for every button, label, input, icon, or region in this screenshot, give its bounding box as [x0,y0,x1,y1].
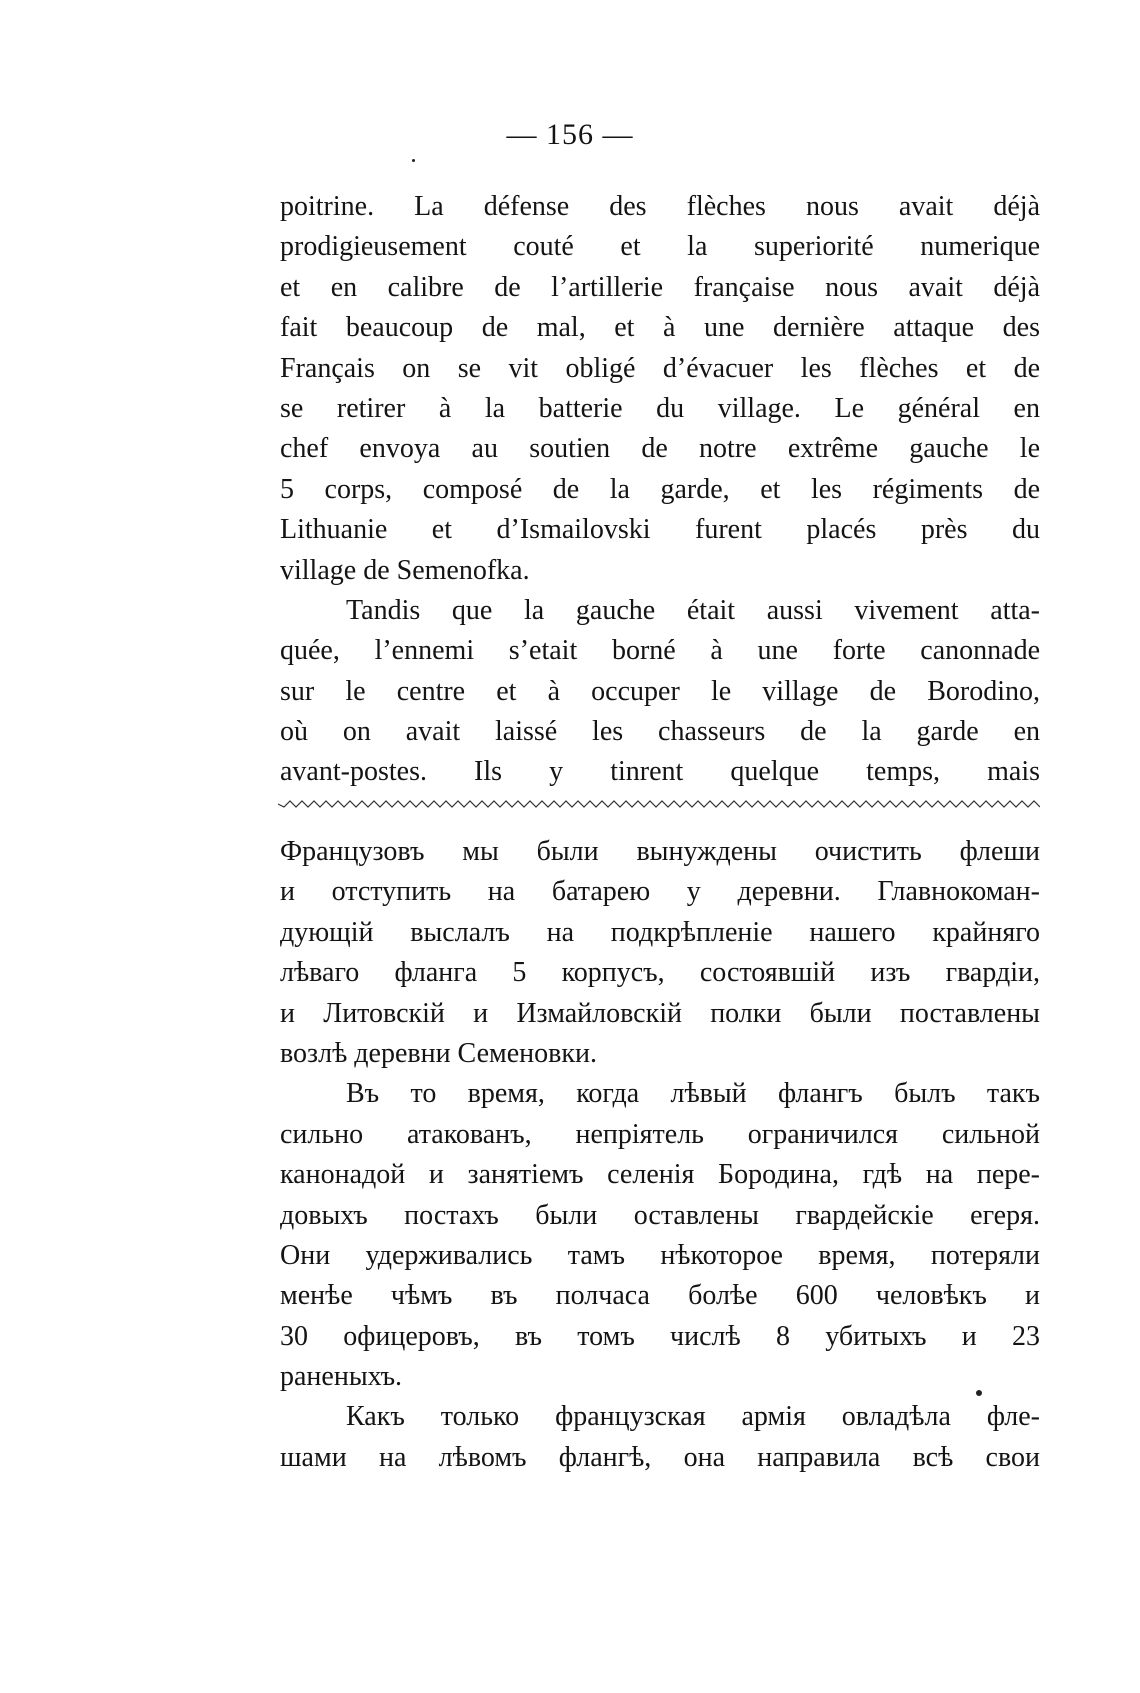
ink-speck [976,1390,982,1396]
russian-line: возлѣ деревни Семеновки. [280,1037,597,1069]
french-text [280,187,1040,793]
page-number: — 156 — [506,118,634,151]
russian-line: Они удерживались тамъ нѣкоторое время, потеряли [280,1239,1040,1271]
french-line: quée, l’ennemi s’etait borné à une forte canonnade [280,635,1040,667]
french-line: chef envoya au soutien de notre extrême gauche le [280,433,1040,465]
french-line: 5 corps, composé de la garde, et les régiments de [280,473,1040,505]
russian-text [280,832,1040,1478]
russian-line: канонадой и занятіемъ селенія Бородина, гдѣ на пере- [280,1159,1040,1191]
wavy-divider [278,797,1040,811]
russian-line: Французовъ мы были вынуждены очистить флеши [280,836,1040,867]
russian-line: менѣе чѣмъ въ полчаса болѣе 600 человѣкъ и [280,1280,1040,1312]
russian-line: сильно атакованъ, непріятель ограничился сильной [280,1118,1040,1150]
french-line: sur le centre et à occuper le village de Borodino, [280,675,1040,707]
french-line: se retirer à la batterie du village. Le général en [280,392,1040,424]
russian-line: довыхъ постахъ были оставлены гвардейскіе егеря. [280,1199,1040,1231]
french-line: et en calibre de l’artillerie française nous avait déjà [280,271,1040,303]
french-line: Tandis que la gauche était aussi vivement atta- [346,594,1040,626]
russian-line: 30 офицеровъ, въ томъ числѣ 8 убитыхъ и 23 [280,1320,1040,1352]
french-line: Français on se vit obligé d’évacuer les flèches et de [280,352,1040,384]
french-line: poitrine. La défense des flèches nous avait déjà [280,191,1040,222]
russian-line: Какъ только французская армія овладѣла фле- [346,1401,1040,1433]
russian-line: раненыхъ. [280,1361,403,1393]
french-line: avant-postes. Ils y tinrent quelque temps, mais [280,756,1040,788]
french-line: prodigieusement couté et la superiorité numerique [280,231,1040,263]
russian-line: Въ то время, когда лѣвый флангъ былъ такъ [346,1078,1040,1110]
russian-line: и Литовскій и Измайловскій полки были поставлены [280,997,1040,1029]
french-line: fait beaucoup de mal, et à une dernière attaque des [280,312,1040,344]
ink-speck [412,159,415,162]
russian-line: шами на лѣвомъ флангѣ, она направила всѣ свои [280,1441,1040,1473]
french-line: village de Semenofka. [280,554,530,586]
russian-line: лѣваго фланга 5 корпусъ, состоявшій изъ гвардіи, [280,957,1040,989]
french-line: Lithuanie et d’Ismailovski furent placés près du [280,514,1040,546]
french-line: où on avait laissé les chasseurs de la garde en [280,716,1040,748]
russian-line: и отступить на батарею у деревни. Главнокоман- [280,876,1040,908]
russian-line: дующій выслалъ на подкрѣпленіе нашего крайняго [280,916,1040,948]
